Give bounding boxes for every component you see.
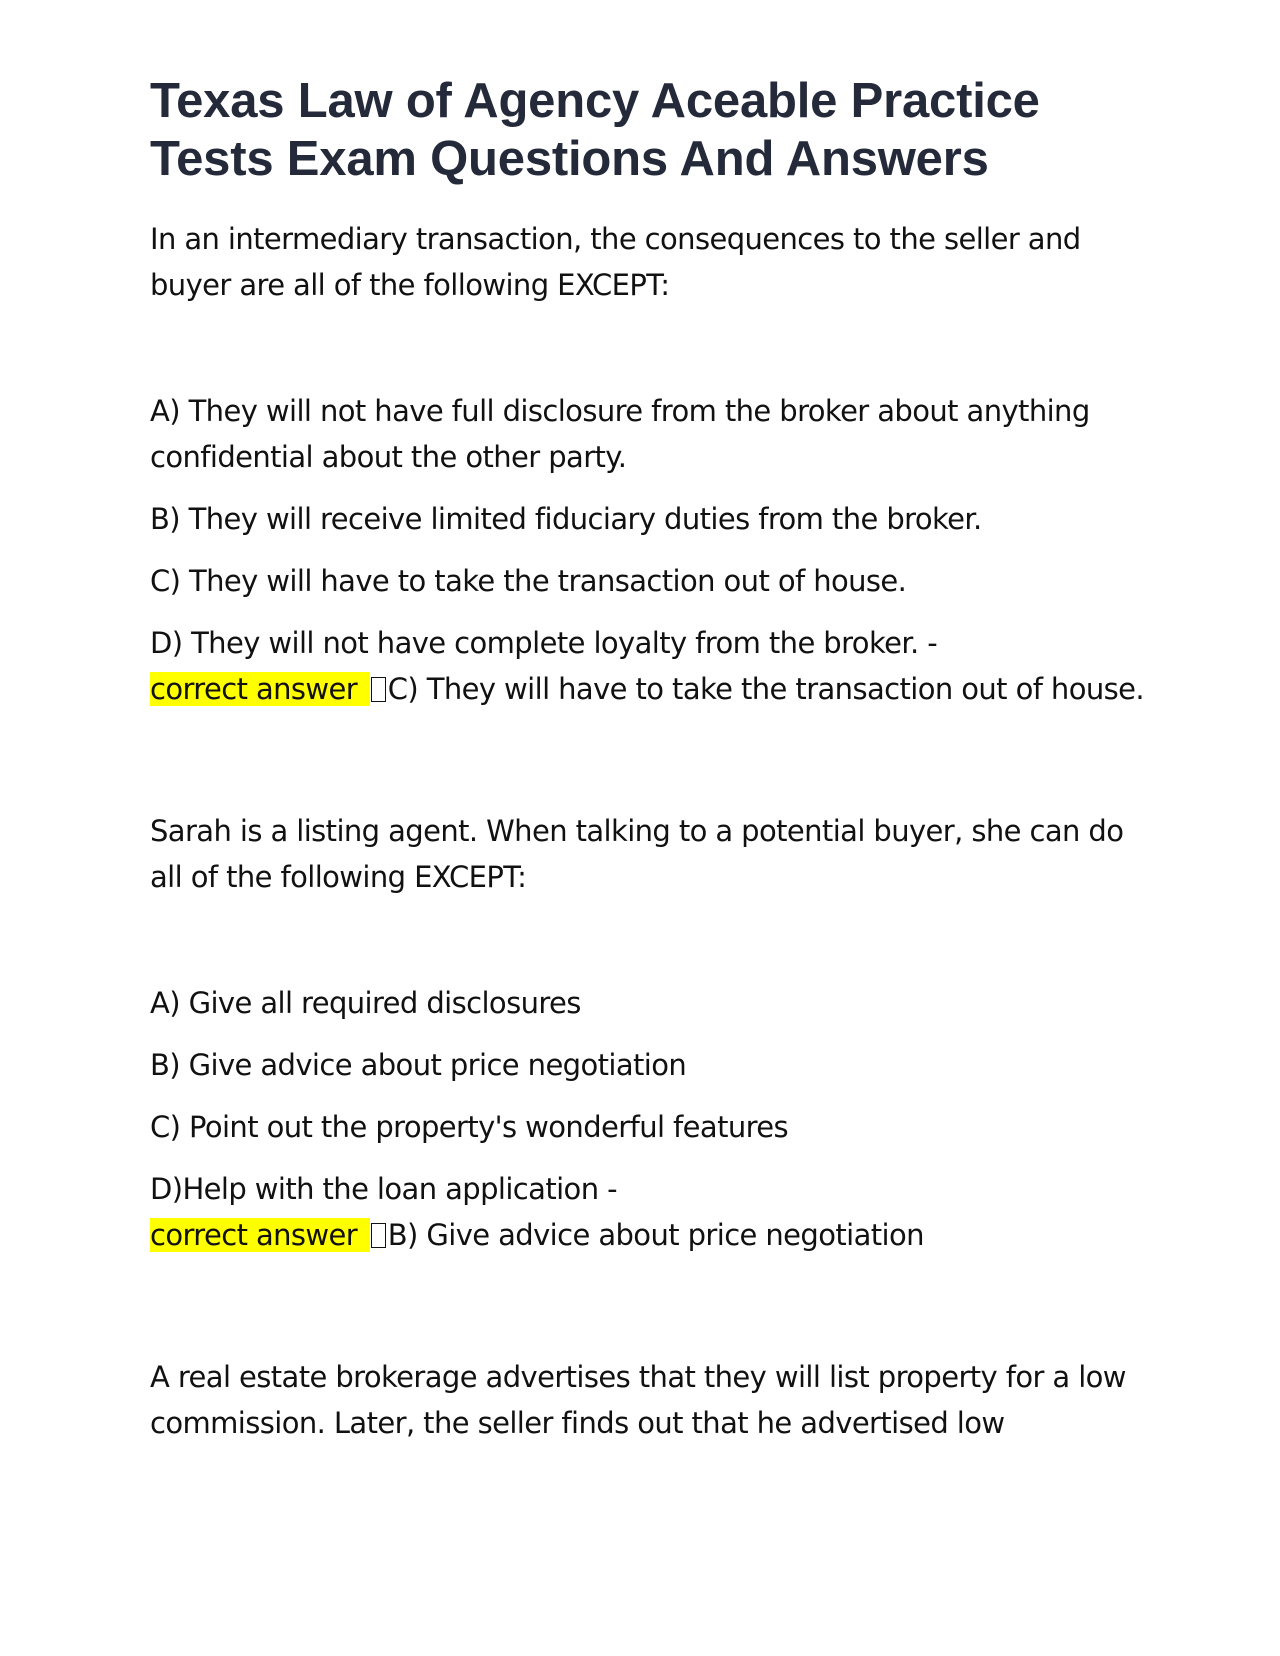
option-c: C) They will have to take the transaction out of house. — [150, 564, 907, 598]
option-d-with-answer — [150, 1166, 1150, 1258]
option-d: D)Help with the loan application - — [150, 1172, 617, 1206]
missing-glyph-box-icon — [371, 1223, 386, 1248]
document-page — [150, 72, 1150, 1462]
option-a: A) They will not have full disclosure from the broker about anything confidential about the other party. — [150, 394, 1090, 474]
question-stem: Sarah is a listing agent. When talking to a potential buyer, she can do all of the following EXCEPT: — [150, 814, 1124, 894]
question-stem: A real estate brokerage advertises that they will list property for a low commission. Later, the seller finds out that he advertised low — [150, 1360, 1126, 1440]
option-d-with-answer — [150, 620, 1150, 712]
spacer — [150, 1274, 1150, 1354]
option-b: B) Give advice about price negotiation — [150, 1048, 687, 1082]
question-stem: In an intermediary transaction, the consequences to the seller and buyer are all of the following EXCEPT: — [150, 222, 1081, 302]
question-1 — [150, 216, 1150, 712]
missing-glyph-box-icon — [371, 677, 386, 702]
option-c: C) Point out the property's wonderful features — [150, 1110, 789, 1144]
spacer — [150, 728, 1150, 808]
option-b: B) They will receive limited fiduciary duties from the broker. — [150, 502, 982, 536]
question-3 — [150, 1354, 1150, 1446]
answer-text: C) They will have to take the transaction out of house. — [387, 672, 1145, 706]
option-d: D) They will not have complete loyalty from the broker. - — [150, 626, 938, 660]
correct-answer-highlight: correct answer — [150, 1218, 370, 1252]
answer-text: B) Give advice about price negotiation — [387, 1218, 924, 1252]
document-title: Texas Law of Agency Aceable Practice Tests Exam Questions And Answers — [150, 74, 1040, 186]
correct-answer-highlight: correct answer — [150, 672, 370, 706]
option-a: A) Give all required disclosures — [150, 986, 581, 1020]
question-2 — [150, 808, 1150, 1258]
